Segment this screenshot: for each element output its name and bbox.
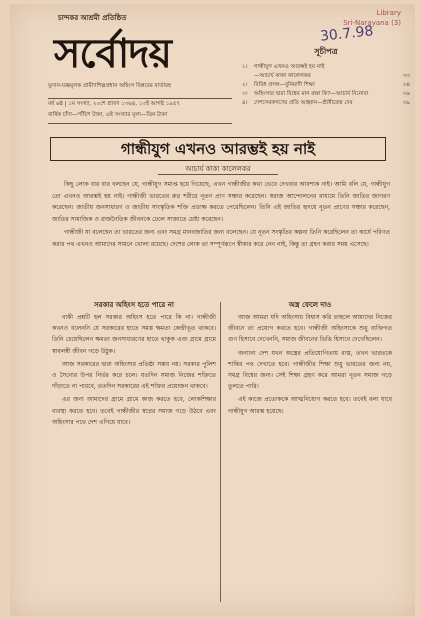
publisher-line: চান্দকর আশ্রমী প্রতিষ্ঠিত xyxy=(58,13,127,22)
toc-title-text: বিবিধ প্রসঙ্গ—বুনিয়াদী শিক্ষা xyxy=(254,82,315,88)
toc-page: ৩৩ xyxy=(402,73,410,79)
article-byline: আচার্য কাকা কালেলকর xyxy=(158,164,278,175)
toc-number: ৪। xyxy=(242,100,248,106)
toc-title-text: দেশসেবকগণের প্রতি আহ্বান—শ্রীধীরেন্দ্র দেব xyxy=(254,100,353,106)
article-headline: গান্ধীযুগ এখনও আরম্ভই হয় নাই xyxy=(50,137,386,161)
toc-number xyxy=(242,72,254,81)
column-divider xyxy=(220,302,221,602)
paragraph: বাকী প্রশ্নটি হল সরকার অহিংস হতে পারে কি না। গান্ধীজী কখনও বলেননি যে সরকারের হাতে সমস্ত ক্ষমতা কেন্দ্রীভূত থাকবে। তিনি চেয়েছিলেন ক্ষমতা জনসাধারণের হাতে থাকুক এবং গ্রামে গ্রামে স্বাবলম্বী জীবন গড়ে উঠুক। xyxy=(52,314,216,355)
price-line: বার্ষিক চাঁদা—পাঁচিশ টাকা, এই সংখ্যার মূল্য—তিন টাকা xyxy=(48,112,168,118)
toc-page: ৩৯ xyxy=(402,100,410,106)
toc-item[interactable] xyxy=(242,81,410,90)
issue-line: বর্ষ ৬ষ্ঠ | ১ম সংখ্যা, ২০শে শ্রাবণ ১৩৬৪, ১৩ই আগষ্ট ১৯৫৭ xyxy=(48,101,181,107)
issue-bar xyxy=(48,98,232,124)
archive-stamp-line: Library xyxy=(376,9,401,17)
article-intro xyxy=(52,179,390,252)
paragraph: গান্ধীজী যা বলেছেন তা ভারতের জন্য এবং সমগ্র মানবজাতির জন্য বলেছেন। যে নূতন সংস্কৃতির কল্পনা তিনি করেছিলেন তা কার্যে পরিণত করার পথ এখনও আমাদের সামনে খোলা রয়েছে। দেশের লোক তা সম্পূর্ণরূপে স্বীকার করে নেন নাই, কিন্তু তা গ্রহণ করার সময় এসেছে। xyxy=(52,229,390,248)
toc-item[interactable] xyxy=(242,72,410,81)
toc-number: ৩। xyxy=(242,91,248,97)
paragraph: আজ সরকারের দ্বারা অহিংসার প্রতিষ্ঠা সম্ভব নয়। সরকার পুলিশ ও সৈন্যের উপর নির্ভর করে চলে। যতদিন সমাজ নিজের শক্তিতে দাঁড়াতে না পারবে, ততদিন সরকারের এই শক্তির প্রয়োজন থাকবে। xyxy=(52,360,216,391)
tagline: ভুদান-যজ্ঞমূলক গ্রামীণশিল্পপ্রধান অহিংস বিপ্লবের বার্তাবহ xyxy=(48,83,171,89)
right-column xyxy=(228,299,392,419)
toc-page: ৩৬ xyxy=(402,91,410,97)
section-heading: অস্ত্র ফেলে দাও xyxy=(288,300,332,309)
toc-page: ৩৪ xyxy=(402,82,410,88)
toc-item[interactable] xyxy=(242,99,410,108)
newspaper-page xyxy=(10,4,415,616)
toc-title-text: অহিংসার দ্বারা বিশ্বের মান রক্ষা কি?—আচার্য বিনোবা xyxy=(254,91,369,97)
toc-item[interactable] xyxy=(242,90,410,99)
left-column xyxy=(52,299,216,430)
masthead xyxy=(48,28,218,80)
paragraph: এর জন্য আমাদের গ্রামে গ্রামে কাজ করতে হবে, লোকশিক্ষার ব্যবস্থা করতে হবে। তবেই গান্ধীজীর স্বপ্নের সমাজ গড়ে উঠবে এবং অহিংসার পথে দেশ এগিয়ে যাবে। xyxy=(52,396,216,426)
archive-stamp-line: Sri-Narayana (3) xyxy=(343,19,401,27)
toc-number: ১। xyxy=(242,64,248,70)
toc-number: ২। xyxy=(242,82,248,88)
toc-page xyxy=(396,63,410,72)
toc-title: সূচীপত্র xyxy=(314,46,338,56)
section-heading: সরকার অহিংস হতে পারে না xyxy=(94,300,174,309)
paragraph: কিছু লোক বার বার বলছেন যে, গান্ধীযুগ সমাপ্ত হয়ে গিয়েছে, এখন গান্ধীজীর কথা ভেবে দেখবার আবশ্যক নাই। আমি বলি যে, গান্ধীযুগ তো এখনও আরম্ভই হয় নাই। গান্ধীজী ভারতের রুগ্ন শরীরে নূতন প্রাণ সঞ্চার করেছেন। স্বরাজ আন্দোলনের মাধ্যমে তিনি জাতির জাগরণ করেছেন। জাতীয় জনসাধারণ ও জাতীয় সাংস্কৃতিক শক্তি প্রত্যক্ষ করতে পেরেছিলেন। তিনি এই জাতির হৃদয়ে নূতন প্রাণের সঞ্চার করেছেন, জাতির সামাজিক ও রাজনৈতিক জীবনকে ঢেলে সাজাতে চেষ্টা করেছেন। xyxy=(52,181,390,223)
paragraph: অন্যান্য দেশ যখন অস্ত্রের প্রতিযোগিতায় ব্যস্ত, তখন ভারতকে শান্তির পথ দেখাতে হবে। গান্ধীজীর শিক্ষা শুধু ভারতের জন্য নয়, সমগ্র বিশ্বের জন্য। সেই শিক্ষা গ্রহণ করে আমরা নূতন সমাজ গড়ে তুলতে পারি। xyxy=(228,349,392,391)
paragraph: এই কাজে প্রত্যেককে আত্মনিয়োগ করতে হবে। তবেই বলা যাবে গান্ধীযুগ আরম্ভ হয়েছে। xyxy=(228,396,392,415)
handwritten-date: 30.7.98 xyxy=(318,23,374,45)
toc-title-text: —আচার্য কাকা কালেলকর xyxy=(254,73,311,79)
paragraph: আজ আমরা যদি অহিংসায় বিশ্বাস করি তাহলে আমাদের নিজের জীবনে তা প্রয়োগ করতে হবে। গান্ধীজী অহিংসাকে শুধু ব্যক্তিগত গুণ হিসাবে দেখেননি, সমাজ জীবনের ভিত্তি হিসাবে দেখেছিলেন। xyxy=(228,314,392,344)
toc-item[interactable] xyxy=(242,63,410,72)
toc-title-text: গান্ধীযুগ এখনও আরম্ভই হয় নাই xyxy=(254,64,325,70)
masthead-title: সর্বোদয় xyxy=(54,30,171,77)
table-of-contents xyxy=(242,46,410,108)
